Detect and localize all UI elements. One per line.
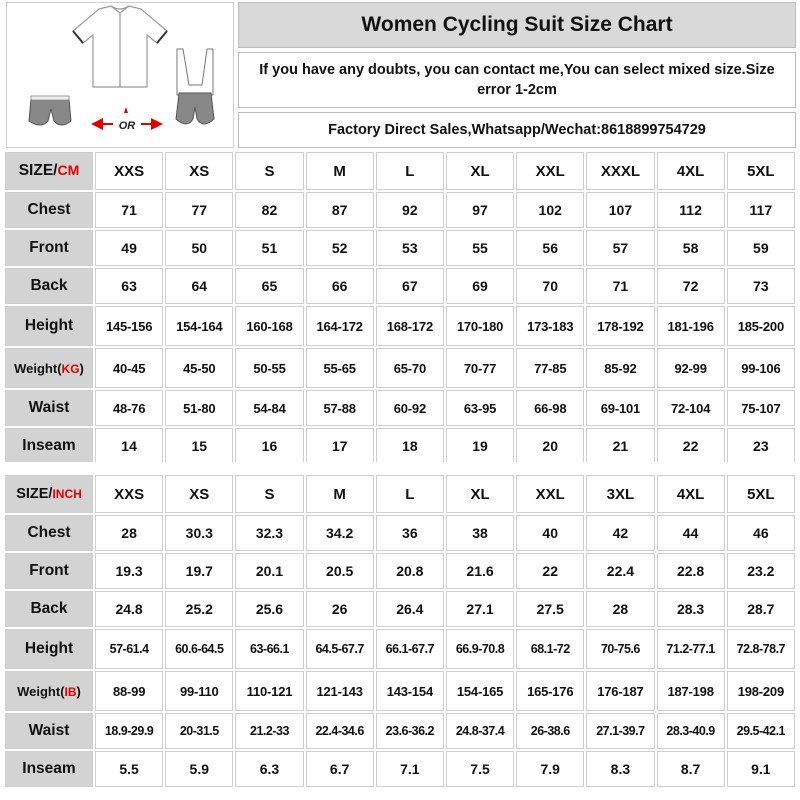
garment-illustration — [6, 2, 234, 148]
table-cell: 57 — [586, 230, 654, 266]
table-cell: 46 — [727, 515, 795, 551]
table-cell: 181-196 — [657, 306, 725, 346]
table-cell: 48-76 — [95, 390, 163, 426]
table-cell: 22 — [516, 553, 584, 589]
table-cell: 71 — [586, 268, 654, 304]
table-row — [5, 306, 795, 346]
table-cell: 164-172 — [306, 306, 374, 346]
table-cell: 117 — [727, 192, 795, 228]
table-cell: 30.3 — [165, 515, 233, 551]
table-cell: 178-192 — [586, 306, 654, 346]
table-cell: 53 — [376, 230, 444, 266]
table-cell: 110-121 — [235, 671, 303, 711]
table-cell: 92 — [376, 192, 444, 228]
table-cell: 9.1 — [727, 751, 795, 787]
table-cell: 99-106 — [727, 348, 795, 388]
size-header: XXXL — [586, 152, 654, 190]
row-label: Chest — [5, 192, 93, 228]
table-cell: 23.2 — [727, 553, 795, 589]
table-cell: 56 — [516, 230, 584, 266]
table-cell: 14 — [95, 428, 163, 464]
table-row — [5, 192, 795, 228]
table-cell: 15 — [165, 428, 233, 464]
table-cell: 40-45 — [95, 348, 163, 388]
table-row — [5, 553, 795, 589]
chart-title: Women Cycling Suit Size Chart — [238, 2, 796, 48]
table-cell: 69 — [446, 268, 514, 304]
table-row — [5, 390, 795, 426]
table-cell: 22 — [657, 428, 725, 464]
table-cell: 165-176 — [516, 671, 584, 711]
size-header: 3XL — [586, 475, 654, 513]
table-row — [5, 268, 795, 304]
row-label: Height — [5, 306, 93, 346]
table-cell: 20.5 — [306, 553, 374, 589]
row-label-weight — [5, 348, 93, 388]
table-cell: 21 — [586, 428, 654, 464]
table-cell: 22.4-34.6 — [306, 713, 374, 749]
table-cell: 72-104 — [657, 390, 725, 426]
row-label: Waist — [5, 390, 93, 426]
jersey-and-shorts-icon — [7, 3, 233, 147]
table-cell: 66.1-67.7 — [376, 629, 444, 669]
table-cell: 145-156 — [95, 306, 163, 346]
table-cell: 20.1 — [235, 553, 303, 589]
table-cell: 19.3 — [95, 553, 163, 589]
table-cell: 107 — [586, 192, 654, 228]
unit-label: CM — [57, 162, 80, 178]
size-header: S — [235, 475, 303, 513]
table-cell: 8.3 — [586, 751, 654, 787]
table-cell: 50 — [165, 230, 233, 266]
table-cell: 26 — [306, 591, 374, 627]
table-cell: 22.8 — [657, 553, 725, 589]
size-unit-label — [5, 152, 93, 190]
table-cell: 67 — [376, 268, 444, 304]
row-label-end: ) — [79, 360, 84, 376]
table-cell: 65 — [235, 268, 303, 304]
table-row — [5, 230, 795, 266]
size-header: XXL — [516, 475, 584, 513]
table-row — [5, 428, 795, 464]
table-cell: 28.7 — [727, 591, 795, 627]
table-cell: 49 — [95, 230, 163, 266]
table-cell: 25.2 — [165, 591, 233, 627]
table-cell: 36 — [376, 515, 444, 551]
table-cell: 173-183 — [516, 306, 584, 346]
table-cell: 70 — [516, 268, 584, 304]
table-row — [5, 515, 795, 551]
table-cell: 51 — [235, 230, 303, 266]
size-header: L — [376, 475, 444, 513]
table-cell: 154-165 — [446, 671, 514, 711]
table-cell: 28 — [586, 591, 654, 627]
table-cell: 24.8 — [95, 591, 163, 627]
size-header: 5XL — [727, 152, 795, 190]
row-label: Front — [5, 230, 93, 266]
inch-size-table — [3, 473, 797, 789]
table-cell: 17 — [306, 428, 374, 464]
table-row — [5, 591, 795, 627]
table-cell: 7.1 — [376, 751, 444, 787]
table-cell: 19 — [446, 428, 514, 464]
table-cell: 102 — [516, 192, 584, 228]
size-unit-label — [5, 475, 93, 513]
table-cell: 160-168 — [235, 306, 303, 346]
table-cell: 68.1-72 — [516, 629, 584, 669]
table-cell: 25.6 — [235, 591, 303, 627]
table-cell: 64 — [165, 268, 233, 304]
table-cell: 40 — [516, 515, 584, 551]
table-cell: 170-180 — [446, 306, 514, 346]
info-text: If you have any doubts, you can contact me,You can select mixed size.Size error 1-2cm — [238, 52, 796, 108]
table-cell: 38 — [446, 515, 514, 551]
table-cell: 32.3 — [235, 515, 303, 551]
table-cell: 20-31.5 — [165, 713, 233, 749]
cm-size-table — [3, 150, 797, 466]
table-cell: 21.2-33 — [235, 713, 303, 749]
table-cell: 21.6 — [446, 553, 514, 589]
table-cell: 70-75.6 — [586, 629, 654, 669]
table-cell: 5.9 — [165, 751, 233, 787]
size-header: XXS — [95, 152, 163, 190]
table-cell: 66 — [306, 268, 374, 304]
table-cell: 42 — [586, 515, 654, 551]
row-label-weight — [5, 671, 93, 711]
table-cell: 5.5 — [95, 751, 163, 787]
table-cell: 44 — [657, 515, 725, 551]
table-cell: 55-65 — [306, 348, 374, 388]
table-cell: 87 — [306, 192, 374, 228]
size-header: XS — [165, 152, 233, 190]
table-cell: 28.3 — [657, 591, 725, 627]
table-cell: 66-98 — [516, 390, 584, 426]
table-cell: 23.6-36.2 — [376, 713, 444, 749]
table-cell: 198-209 — [727, 671, 795, 711]
table-cell: 52 — [306, 230, 374, 266]
size-header: L — [376, 152, 444, 190]
size-header: XL — [446, 152, 514, 190]
table-cell: 8.7 — [657, 751, 725, 787]
table-cell: 187-198 — [657, 671, 725, 711]
table-cell: 26.4 — [376, 591, 444, 627]
table-cell: 85-92 — [586, 348, 654, 388]
table-row — [5, 751, 795, 787]
table-cell: 6.7 — [306, 751, 374, 787]
table-cell: 176-187 — [586, 671, 654, 711]
table-cell: 19.7 — [165, 553, 233, 589]
table-cell: 54-84 — [235, 390, 303, 426]
size-header: XXS — [95, 475, 163, 513]
table-cell: 7.5 — [446, 751, 514, 787]
table-cell: 6.3 — [235, 751, 303, 787]
table-cell: 92-99 — [657, 348, 725, 388]
row-label: Back — [5, 268, 93, 304]
table-cell: 55 — [446, 230, 514, 266]
table-cell: 143-154 — [376, 671, 444, 711]
table-cell: 57-61.4 — [95, 629, 163, 669]
table-cell: 20 — [516, 428, 584, 464]
or-label: OR — [118, 120, 136, 132]
table-cell: 97 — [446, 192, 514, 228]
chart-header — [0, 0, 800, 150]
table-row — [5, 629, 795, 669]
table-cell: 58 — [657, 230, 725, 266]
table-cell: 72.8-78.7 — [727, 629, 795, 669]
table-cell: 45-50 — [165, 348, 233, 388]
table-cell: 28 — [95, 515, 163, 551]
table-cell: 64.5-67.7 — [306, 629, 374, 669]
table-cell: 185-200 — [727, 306, 795, 346]
row-label: Chest — [5, 515, 93, 551]
unit-label: INCH — [52, 487, 82, 501]
table-cell: 72 — [657, 268, 725, 304]
table-cell: 34.2 — [306, 515, 374, 551]
table-cell: 77 — [165, 192, 233, 228]
size-label: SIZE/ — [16, 486, 53, 502]
table-cell: 24.8-37.4 — [446, 713, 514, 749]
table-cell: 26-38.6 — [516, 713, 584, 749]
table-cell: 75-107 — [727, 390, 795, 426]
table-cell: 20.8 — [376, 553, 444, 589]
table-cell: 88-99 — [95, 671, 163, 711]
size-header: 4XL — [657, 152, 725, 190]
size-header: XL — [446, 475, 514, 513]
row-label: Weight( — [14, 360, 62, 376]
table-cell: 27.1-39.7 — [586, 713, 654, 749]
table-cell: 77-85 — [516, 348, 584, 388]
table-cell: 59 — [727, 230, 795, 266]
table-divider — [3, 462, 797, 470]
size-header: M — [306, 475, 374, 513]
row-label: Back — [5, 591, 93, 627]
size-header: 4XL — [657, 475, 725, 513]
table-cell: 51-80 — [165, 390, 233, 426]
table-cell: 29.5-42.1 — [727, 713, 795, 749]
table-cell: 18 — [376, 428, 444, 464]
table-row — [5, 671, 795, 711]
cm-size-header-row — [5, 152, 795, 190]
table-cell: 63-95 — [446, 390, 514, 426]
table-cell: 71 — [95, 192, 163, 228]
table-cell: 63-66.1 — [235, 629, 303, 669]
table-cell: 18.9-29.9 — [95, 713, 163, 749]
unit-label: IB — [64, 684, 77, 699]
table-cell: 57-88 — [306, 390, 374, 426]
table-row — [5, 348, 795, 388]
table-cell: 7.9 — [516, 751, 584, 787]
table-row — [5, 713, 795, 749]
table-cell: 154-164 — [165, 306, 233, 346]
size-label: SIZE/ — [18, 162, 58, 179]
table-cell: 27.5 — [516, 591, 584, 627]
table-cell: 99-110 — [165, 671, 233, 711]
table-cell: 168-172 — [376, 306, 444, 346]
table-cell: 27.1 — [446, 591, 514, 627]
table-cell: 70-77 — [446, 348, 514, 388]
row-label: Inseam — [5, 428, 93, 464]
size-header: M — [306, 152, 374, 190]
table-cell: 50-55 — [235, 348, 303, 388]
table-cell: 73 — [727, 268, 795, 304]
unit-label: KG — [61, 361, 80, 376]
size-header: XXL — [516, 152, 584, 190]
row-label: Height — [5, 629, 93, 669]
table-cell: 71.2-77.1 — [657, 629, 725, 669]
table-cell: 112 — [657, 192, 725, 228]
table-cell: 121-143 — [306, 671, 374, 711]
row-label-end: ) — [76, 683, 81, 699]
row-label: Waist — [5, 713, 93, 749]
table-cell: 28.3-40.9 — [657, 713, 725, 749]
table-cell: 65-70 — [376, 348, 444, 388]
size-header: 5XL — [727, 475, 795, 513]
contact-text: Factory Direct Sales,Whatsapp/Wechat:8618899754729 — [238, 112, 796, 148]
size-header: XS — [165, 475, 233, 513]
table-cell: 16 — [235, 428, 303, 464]
table-cell: 66.9-70.8 — [446, 629, 514, 669]
inch-size-header-row — [5, 475, 795, 513]
table-cell: 22.4 — [586, 553, 654, 589]
row-label: Weight( — [17, 683, 65, 699]
table-cell: 69-101 — [586, 390, 654, 426]
table-cell: 82 — [235, 192, 303, 228]
table-cell: 63 — [95, 268, 163, 304]
row-label: Front — [5, 553, 93, 589]
size-header: S — [235, 152, 303, 190]
row-label: Inseam — [5, 751, 93, 787]
table-cell: 23 — [727, 428, 795, 464]
table-cell: 60.6-64.5 — [165, 629, 233, 669]
table-cell: 60-92 — [376, 390, 444, 426]
